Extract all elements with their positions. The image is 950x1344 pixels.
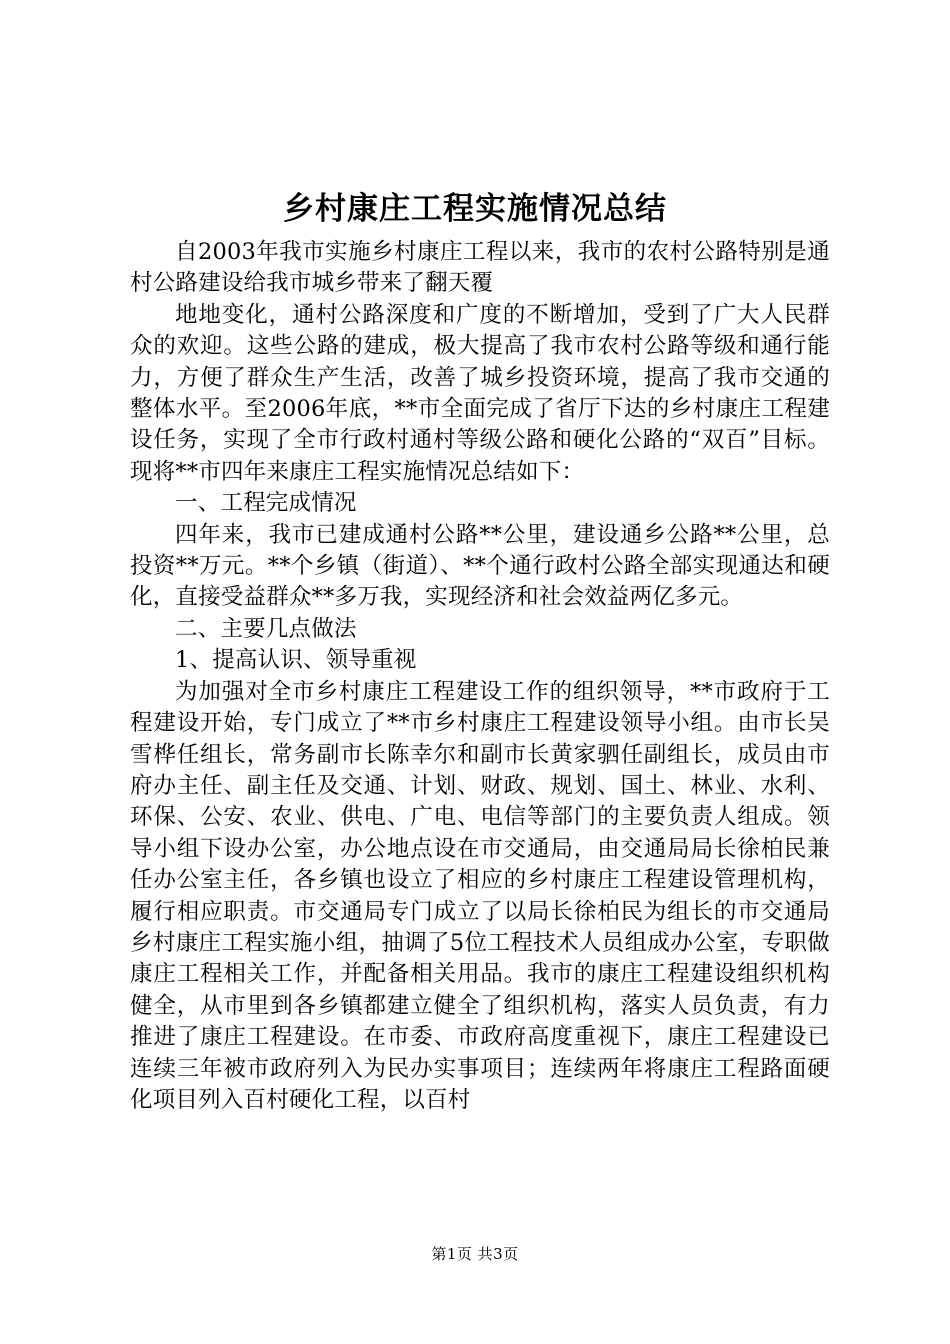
paragraph-leadership: 为加强对全市乡村康庄工程建设工作的组织领导，**市政府于工程建设开始，专门成立了**市乡村康庄工程建设领导小组。由市长吴雪桦任组长，常务副市长陈幸尔和副市长黄家驷任副组长，成员由市府办主任、副主任及交通、计划、财政、规划、国土、林业、水利、环保、公安、农业、供电、广电、电信等部门的主要负责人组成。领导小组下设办公室，办公地点设在市交通局，由交通局局长徐柏民兼任办公室主任，各乡镇也设立了相应的乡村康庄工程建设管理机构，履行相应职责。市交通局专门成立了以局长徐柏民为组长的市交通局乡村康庄工程实施小组，抽调了5位工程技术人员组成办公室，专职做康庄工程相关工作，并配备相关用品。我市的康庄工程建设组织机构健全，从市里到各乡镇都建立健全了组织机构，落实人员负责，有力推进了康庄工程建设。在市委、市政府高度重视下，康庄工程建设已连续三年被市政府列入为民办实事项目；连续两年将康庄工程路面硬化项目列入百村硬化工程，以百村 <box>130 678 830 1113</box>
section-heading-2: 二、主要几点做法 <box>175 615 357 642</box>
document-body <box>130 237 830 1116</box>
paragraph-overview: 地地变化，通村公路深度和广度的不断增加，受到了广大人民群众的欢迎。这些公路的建成，极大提高了我市农村公路等级和通行能力，方便了群众生产生活，改善了城乡投资环境，提高了我市交通的整体水平。至2006年底，**市全面完成了省厅下达的乡村康庄工程建设任务，实现了全市行政村通村等级公路和硬化公路的“双百”目标。现将**市四年来康庄工程实施情况总结如下： <box>130 301 830 485</box>
page-number-footer: 第1页 共3页 <box>431 1245 519 1263</box>
paragraph-completion: 四年来，我市已建成通村公路**公里，建设通乡公路**公里，总投资**万元。**个乡镇（街道）、**个通行政村公路全部实现通达和硬化，直接受益群众**多万我，实现经济和社会效益两亿多元。 <box>130 521 830 611</box>
paragraph-intro: 自2003年我市实施乡村康庄工程以来，我市的农村公路特别是通村公路建设给我市城乡带来了翻天覆 <box>130 239 830 297</box>
subsection-heading-1: 1、提高认识、领导重视 <box>175 647 417 674</box>
document-title: 乡村康庄工程实施情况总结 <box>283 191 667 227</box>
section-heading-1: 一、工程完成情况 <box>175 490 357 517</box>
